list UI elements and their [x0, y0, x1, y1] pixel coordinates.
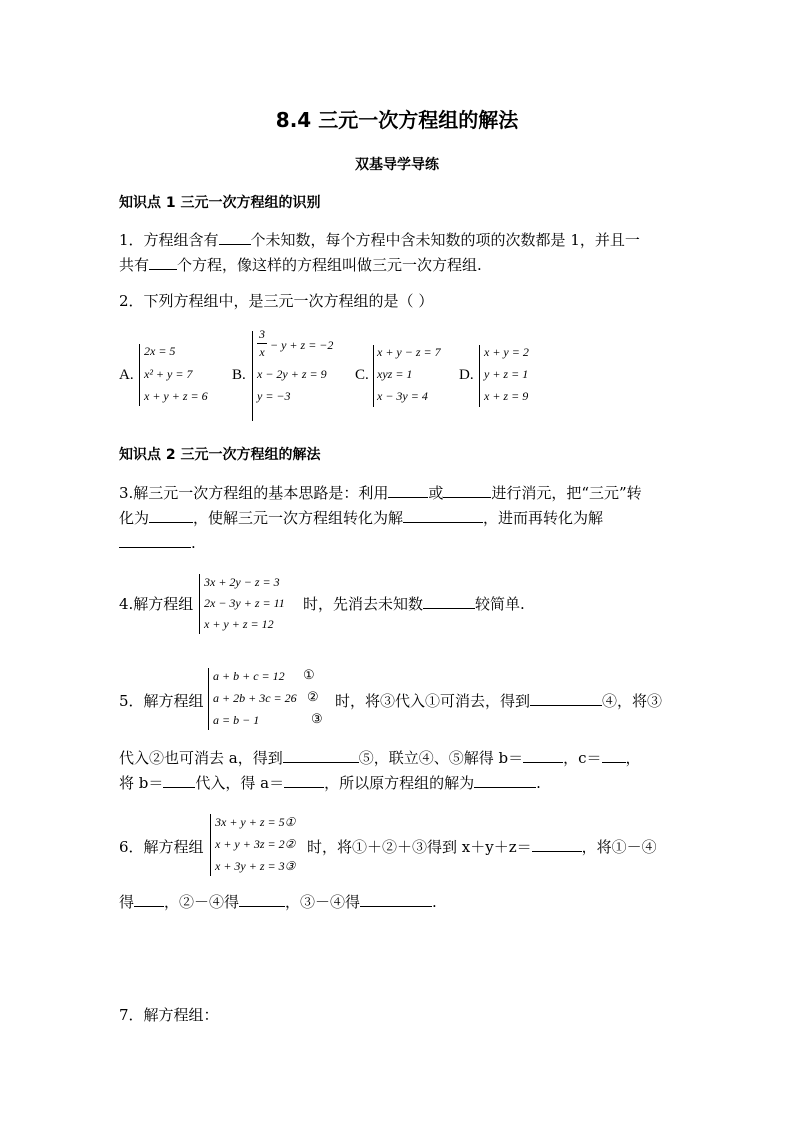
q4-text-b: 较简单. [475, 595, 525, 613]
q1-text-d: 个方程，像这样的方程组叫做三元一次方程组. [177, 256, 482, 274]
q4-prefix: 4.解方程组 [119, 595, 194, 613]
q4-eq-2: 2x − 3y + z = 11 [204, 596, 285, 610]
option-d-eq-2: y + z = 1 [484, 367, 529, 381]
q6-text-d: ，②－④得 [164, 893, 240, 911]
q4-blank-1[interactable] [423, 593, 475, 609]
q5-text-c: 代入②也可消去 a，得到 [119, 749, 283, 767]
page-subtitle: 双基导学导练 [355, 157, 439, 173]
q5-text-b: ④，将③ [602, 692, 663, 710]
q6-text-f: . [432, 893, 437, 911]
q5-text-a: 时，将③代入①可消去，得到 [335, 692, 531, 710]
q6-blank-4[interactable] [360, 891, 432, 907]
question-4-tail [303, 593, 525, 614]
option-c-brace [373, 345, 374, 407]
q5-blank-7[interactable] [474, 772, 536, 788]
q5-text-g: 将 b＝ [119, 774, 164, 792]
q4-eq-3: x + y + z = 12 [204, 617, 274, 631]
q3-text-f: ，进而再转化为解 [483, 509, 604, 527]
q5-blank-6[interactable] [284, 772, 324, 788]
question-3-line-3 [119, 532, 196, 552]
q1-text-c: 共有 [119, 256, 150, 274]
q5-text-d: ⑤，联立④、⑤解得 b＝ [358, 749, 524, 767]
q1-blank-1[interactable] [219, 229, 251, 245]
option-a-eq-3: x + y + z = 6 [144, 389, 208, 403]
q6-brace [210, 814, 211, 876]
q6-blank-3[interactable] [239, 891, 285, 907]
q5-eq-3: a = b − 1 [213, 713, 260, 727]
q5-text-j: . [536, 774, 541, 792]
q5-mark-3: ③ [311, 712, 323, 727]
section-heading-2: 知识点 2 三元一次方程组的解法 [119, 447, 321, 463]
q6-eq-1: 3x + y + z = 5① [215, 815, 296, 829]
option-b-brace [252, 331, 253, 421]
question-5-line-2 [119, 747, 641, 768]
q6-eq-3: x + 3y + z = 3③ [215, 859, 296, 873]
q5-blank-5[interactable] [163, 772, 195, 788]
option-c-eq-2: xyz = 1 [377, 367, 413, 381]
question-1-line-2 [119, 254, 482, 275]
option-b-frac-line [257, 343, 267, 344]
q5-prefix: 5．解方程组 [119, 692, 204, 710]
option-b-frac-num: 3 [259, 327, 265, 341]
q5-mark-2: ② [307, 690, 319, 705]
option-d-brace [479, 345, 480, 407]
question-7: 7．解方程组： [119, 1006, 219, 1024]
q5-eq-2: a + 2b + 3c = 26 [213, 691, 297, 705]
q3-text-d: 化为 [119, 509, 150, 527]
question-2: 2．下列方程组中，是三元一次方程组的是（ ） [119, 292, 434, 310]
q4-eq-1: 3x + 2y − z = 3 [204, 575, 280, 589]
q4-text-a: 时，先消去未知数 [303, 595, 424, 613]
q3-blank-2[interactable] [443, 482, 491, 498]
q3-text-a: 3.解三元一次方程组的基本思路是：利用 [119, 484, 389, 502]
q6-text-b: ，将①－④ [581, 838, 657, 856]
q3-blank-5[interactable] [119, 532, 191, 548]
q6-text-c: 得 [119, 893, 135, 911]
q3-text-g: . [191, 534, 196, 552]
q6-eq-2: x + y + 3z = 2② [215, 837, 296, 851]
q3-blank-1[interactable] [388, 482, 428, 498]
option-b-eq-2: x − 2y + z = 9 [257, 367, 327, 381]
q5-text-h: 代入，得 a＝ [195, 774, 285, 792]
q1-text-a: 1．方程组含有 [119, 231, 219, 249]
q3-text-b: 或 [428, 484, 444, 502]
q4-brace [199, 574, 200, 634]
section-heading-1: 知识点 1 三元一次方程组的识别 [119, 195, 321, 211]
q6-blank-1[interactable] [532, 836, 582, 852]
option-d-label[interactable]: D. [459, 367, 474, 383]
option-c-eq-3: x − 3y = 4 [377, 389, 428, 403]
question-5-line-1-tail [335, 690, 662, 711]
q6-text-e: ，③－④得 [285, 893, 361, 911]
q6-text-a: 时，将①＋②＋③得到 x＋y＋z＝ [307, 838, 532, 856]
option-d-eq-1: x + y = 2 [484, 345, 529, 359]
q6-prefix: 6．解方程组 [119, 838, 204, 856]
q5-text-f: ， [625, 749, 641, 767]
q5-blank-2[interactable] [283, 747, 359, 763]
q5-blank-4[interactable] [602, 747, 626, 763]
question-6-line-2 [119, 891, 437, 912]
question-1-line-1 [119, 229, 640, 250]
option-a-eq-2: x² + y = 7 [144, 367, 193, 381]
option-d-eq-3: x + z = 9 [484, 389, 529, 403]
option-c-label[interactable]: C. [355, 367, 369, 383]
question-3-line-2 [119, 507, 603, 528]
q3-blank-4[interactable] [403, 507, 483, 523]
q5-brace [208, 668, 209, 730]
option-a-label[interactable]: A. [119, 367, 134, 383]
q6-blank-2[interactable] [134, 891, 164, 907]
option-b-eq-1-rest: − y + z = −2 [270, 338, 334, 352]
q5-blank-3[interactable] [523, 747, 563, 763]
question-6-line-1-tail [307, 836, 657, 857]
q5-mark-1: ① [303, 668, 315, 683]
option-c-eq-1: x + y − z = 7 [377, 345, 441, 359]
q3-text-c: 进行消元，把“三元”转 [491, 484, 642, 502]
q5-text-e: ，c＝ [563, 749, 602, 767]
q3-text-e: ，使解三元一次方程组转化为解 [193, 509, 404, 527]
q5-text-i: ，所以原方程组的解为 [324, 774, 475, 792]
option-b-frac-den: x [259, 345, 265, 359]
page-title: 8.4 三元一次方程组的解法 [275, 108, 519, 132]
option-a-brace [139, 344, 140, 406]
q5-blank-1[interactable] [530, 690, 602, 706]
option-b-label[interactable]: B. [232, 367, 246, 383]
option-b-eq-3: y = −3 [257, 389, 291, 403]
q3-blank-3[interactable] [149, 507, 193, 523]
option-a-eq-1: 2x = 5 [144, 344, 176, 358]
q1-blank-2[interactable] [149, 254, 177, 270]
q5-eq-1: a + b + c = 12 [213, 669, 285, 683]
question-3-line-1 [119, 482, 642, 503]
question-5-line-3 [119, 772, 541, 793]
q1-text-b: 个未知数，每个方程中含未知数的项的次数都是 1，并且一 [250, 231, 640, 249]
